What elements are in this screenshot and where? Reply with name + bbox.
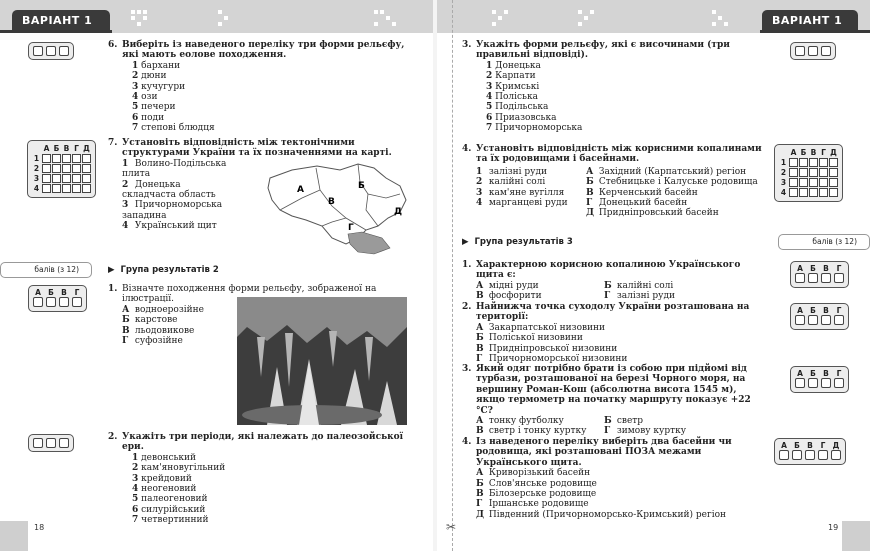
question-6: 6. Виберіть із наведеного переліку три форми рельєфу, які мають еолове походження. 1 бархани 2 дюни 3 кучугури 4 ози 5 печери 6 поди 7 степові блюдця (108, 40, 408, 134)
list-item: А тонку футболку (476, 416, 564, 427)
question-g2-2: 2. Укажіть три періоди, які належать до палеозойської ери. 1 девонський 2 кам'яновугільний 3 крейдовий 4 неогеновий 5 палеогеновий 6 силурійський 7 четвертинний (108, 432, 408, 526)
question-g2-2-text: Укажіть три періоди, які належать до палеозойської ери. (122, 432, 404, 453)
page-gutter (433, 0, 437, 551)
answer-boxes-q3[interactable] (790, 42, 836, 60)
list-item: Г Причорноморської низовини (476, 354, 628, 365)
question-3: 3. Укажіть форми рельєфу, які є височинами (три правильні відповіді). 1 Донецька 2 Карпати 3 Кримські 4 Поліська 5 Подільська 6 Приазовська 7 Причорноморська (462, 40, 762, 134)
list-item: 1 Донецька (486, 60, 541, 71)
question-g2-1-text: Візначте походження форми рельєфу, зображеної на ілюстрації. (122, 284, 377, 305)
list-item: 2 кам'яновугільний (132, 463, 226, 474)
question-6-options (108, 61, 408, 134)
list-item: 4 неогеновий (132, 484, 197, 495)
list-item: 1 девонський (132, 452, 197, 463)
list-item: В Придніпровської низовини (476, 343, 618, 354)
question-g2-2-options (108, 453, 408, 526)
list-item: Г зимову куртку (604, 426, 687, 437)
map-label-a: А (297, 185, 304, 195)
list-item: 1 Волино-Подільська плита (122, 158, 227, 180)
list-item: А Західний (Карпатський) регіон (586, 166, 747, 177)
list-item: 2 Донецька складчаста область (122, 179, 216, 201)
answer-grid-q7[interactable]: А Б В Г Д 1 2 3 4 (27, 140, 96, 198)
footer-block-left (0, 521, 28, 551)
list-item: А Закарпатської низовини (476, 322, 606, 333)
list-item: В льодовикове (122, 325, 195, 336)
question-7: 7. Установіть відповідність між тектонічними структурами України та їх позначеннями на карті. 1 Волино-Подільська плита 2 Донецька складчаста область 3 Причорноморська западина 4 Український щит (108, 138, 408, 232)
scissors-icon: ✂ (446, 520, 457, 534)
list-item: 3 кам'яне вугілля (476, 187, 565, 198)
variant-tab-right: ВАРІАНТ 1 (762, 10, 858, 32)
question-4-text: Установіть відповідність між корисними копалинами та їх родовищами і басейнами. (476, 144, 762, 165)
list-item: Г Донецький басейн (586, 198, 688, 209)
list-item: 3 крейдовий (132, 473, 192, 484)
list-item: 2 калійні солі (476, 177, 546, 188)
list-item: 5 Подільська (486, 102, 549, 113)
page-number-right: 19 (828, 522, 839, 532)
list-item: Д Південний (Причорноморсько-Кримський) регіон (476, 509, 727, 520)
list-item: 5 палеогеновий (132, 494, 208, 505)
list-item: 2 Карпати (486, 71, 536, 82)
question-3-options (462, 61, 762, 134)
answer-boxes-g3-1[interactable]: А Б В Г (790, 261, 849, 288)
list-item: 4 марганцеві руди (476, 198, 568, 209)
list-item: В светр і тонку куртку (476, 426, 587, 437)
answer-boxes-g3-3[interactable]: А Б В Г (790, 366, 849, 393)
answer-boxes-g3-4[interactable]: А Б В Г Д (774, 438, 846, 465)
list-item: 5 печери (132, 102, 176, 113)
map-label-d: Д (394, 207, 403, 217)
list-item: 6 поди (132, 112, 165, 123)
answer-grid-q4[interactable]: А Б В Г Д 1 2 3 4 (774, 144, 843, 202)
question-g3-4-text: Із наведеного переліку виберіть два басейни чи родовища, які розташовані ПОЗА межами Українського щита. (476, 437, 732, 468)
answer-boxes-group2-q1[interactable]: А Б В Г (28, 285, 87, 312)
list-item: 6 Приазовська (486, 112, 557, 123)
question-6-text: Виберіть із наведеного переліку три форми рельєфу, які мають еолове походження. (122, 40, 405, 61)
cave-photo (237, 297, 407, 425)
answer-boxes-g3-2[interactable]: А Б В Г (790, 303, 849, 330)
list-item: 3 Кримські (486, 81, 540, 92)
question-g3-4: 4. Із наведеного переліку виберіть два басейни чи родовища, які розташовані ПОЗА межами Українського щита. А Криворізький басейн Б Слов'янське родовище В Білозерське родовище Г Іршанське родовище Д Південний (Причорноморсько-Кримський) регіон (462, 437, 762, 520)
list-item: А водноерозійне (122, 304, 204, 315)
list-item: В Білозерське родовище (476, 489, 597, 500)
list-item: 2 дюни (132, 71, 167, 82)
list-item: 4 ози (132, 92, 158, 103)
list-item: 7 Причорноморська (486, 123, 583, 134)
list-item: В Керченський басейн (586, 187, 698, 198)
list-item: Б карстове (122, 315, 178, 326)
list-item: Г залізні руди (604, 291, 675, 302)
list-item: В фосфорити (476, 291, 542, 302)
variant-tab-left: ВАРІАНТ 1 (12, 10, 110, 32)
list-item: Б Стебницьке і Калуське родовища (586, 177, 758, 188)
list-item: А мідні руди (476, 280, 539, 291)
map-label-b: Б (358, 181, 365, 191)
list-item: 7 степові блюдця (132, 123, 215, 134)
list-item: А Криворізький басейн (476, 468, 591, 479)
list-item: Б светр (604, 416, 644, 427)
map-label-v: В (328, 197, 335, 207)
score-field-left[interactable]: балів (з 12) (0, 262, 92, 278)
question-7-text: Установіть відповідність між тектонічними структурами України та їх позначеннями на карті. (122, 138, 392, 159)
list-item: Б калійні солі (604, 280, 674, 291)
list-item: 3 Причорноморська западина (122, 200, 223, 221)
answer-boxes-group2-q2[interactable] (28, 434, 74, 452)
question-4: 4. Установіть відповідність між корисними копалинами та їх родовищами і басейнами. 1 залізні руди 2 калійні солі 3 кам'яне вугілля 4 марганцеві руди А Західний (Карпатський) регіон Б Стебницьке і Калуське родовища В Керченський басейн Г Донецький басейн Д Придніпровський басейн (462, 144, 762, 219)
score-field-right[interactable]: балів (з 12) (778, 234, 870, 250)
page-number-left: 18 (34, 522, 45, 532)
question-g3-2-text: Найнижча точка суходолу України розташована на території: (476, 302, 750, 323)
question-4-right-options (586, 167, 758, 219)
question-3-text: Укажіть форми рельєфу, які є височинами (три правильні відповіді). (476, 40, 730, 61)
question-g3-3-text: Який одяг потрібно брати із собою при підйомі від турбази, розташованої на березі Чорного моря, на вершину Роман-Кош (абсолютна висота 1545 м), якщо термометр на початку маршруту показує +22 °С? (476, 364, 751, 416)
group-2-heading: ▶ Група результатів 2 (108, 265, 219, 275)
list-item: 6 силурійський (132, 504, 206, 515)
question-g2-1: 1. Візначте походження форми рельєфу, зображеної на ілюстрації. А водноерозійне Б карстове В льодовикове Г суфозійне (108, 284, 408, 346)
list-item: 4 Поліська (486, 92, 538, 103)
question-g3-1-text: Характерною корисною копалиною Українського щита є: (476, 260, 741, 281)
footer-block-right (842, 521, 870, 551)
cut-line (452, 0, 453, 551)
list-item: 4 Український щит (122, 221, 217, 232)
question-g3-3: 3. Який одяг потрібно брати із собою при підйомі від турбази, розташованої на березі Чорного моря, на вершину Роман-Кош (абсолютна висота 1545 м), якщо термометр на початку маршруту показує +22 °С? А тонку футболку В светр і тонку куртку Б светр Г зимову куртку (462, 364, 762, 437)
ukraine-tectonic-map (262, 160, 412, 258)
group-3-heading: ▶ Група результатів 3 (462, 237, 573, 247)
list-item: Б Поліської низовини (476, 333, 583, 344)
question-g3-1: 1. Характерною корисною копалиною Українського щита є: А мідні руди В фосфорити Б калійні солі Г залізні руди (462, 260, 762, 302)
question-4-left-options (462, 167, 586, 219)
answer-boxes-q6[interactable] (28, 42, 74, 60)
list-item: Г суфозійне (122, 336, 183, 347)
list-item: Г Іршанське родовище (476, 499, 589, 510)
list-item: 7 четвертинний (132, 515, 209, 526)
list-item: 1 залізні руди (476, 166, 547, 177)
list-item: 1 бархани (132, 60, 181, 71)
question-g3-2: 2. Найнижча точка суходолу України розташована на території: А Закарпатської низовини Б Поліської низовини В Придніпровської низовини Г Причорноморської низовини (462, 302, 762, 364)
list-item: Б Слов'янське родовище (476, 478, 597, 489)
list-item: 3 кучугури (132, 81, 186, 92)
map-label-g: Г (348, 223, 354, 233)
list-item: Д Придніпровський басейн (586, 208, 719, 219)
